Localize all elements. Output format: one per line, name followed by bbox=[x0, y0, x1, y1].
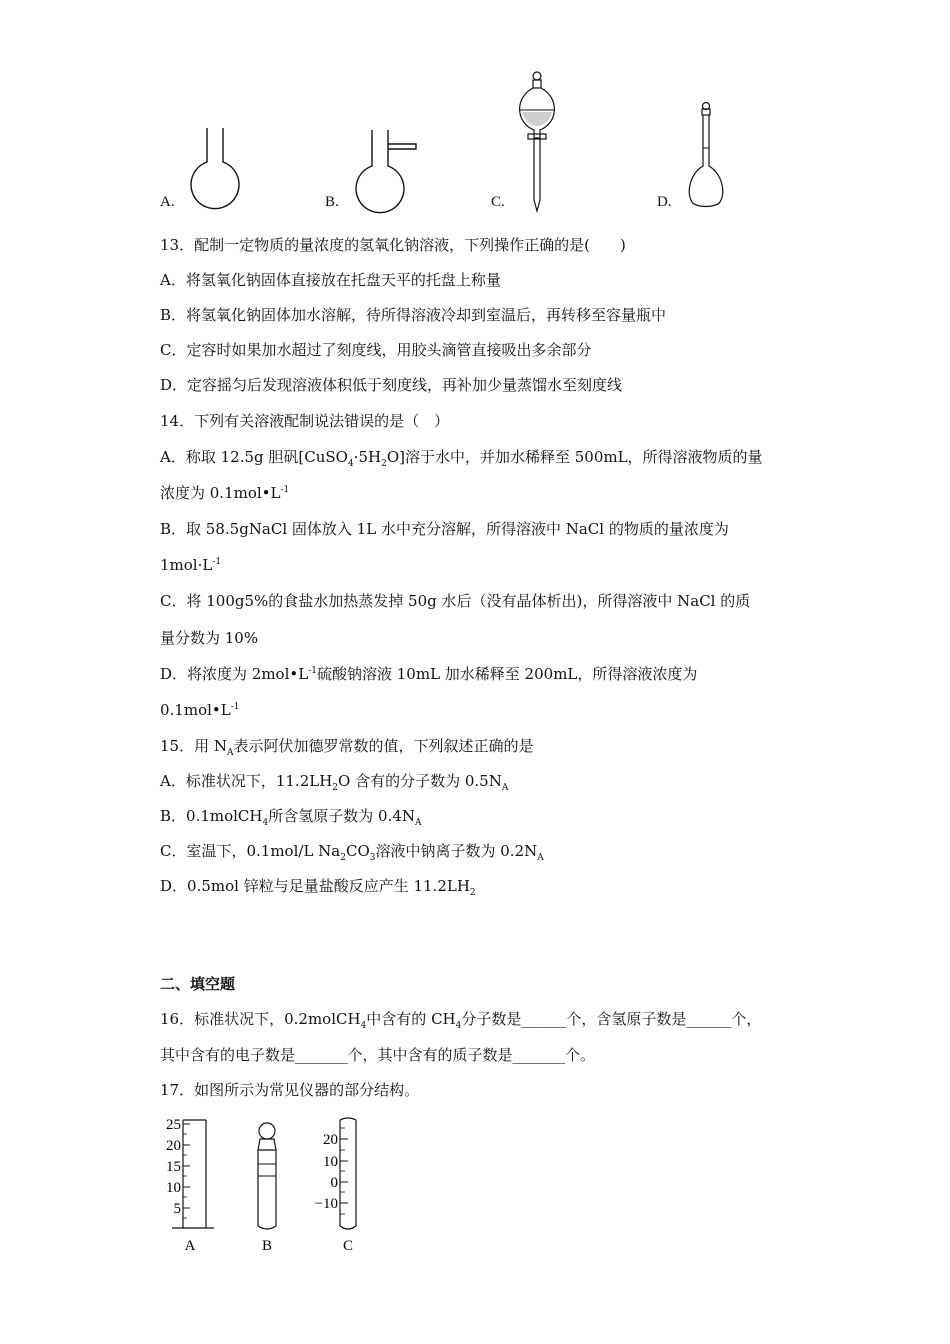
option-a-label: A. bbox=[160, 194, 175, 210]
section-2-title: 二、填空题 bbox=[160, 975, 236, 993]
c-tick-label: 20 bbox=[323, 1132, 338, 1148]
a-tick-label: 20 bbox=[166, 1138, 181, 1154]
round-bottom-flask-icon bbox=[185, 122, 245, 212]
instrument-c-thermometer bbox=[315, 1118, 356, 1254]
q15-option-d: D．0.5mol 锌粒与足量盐酸反应产生 $11.2LH_2$ bbox=[160, 877, 476, 898]
q14-option-b-line1: B．取 58.5gNaCl 固体放入 1L 水中充分溶解，所得溶液中 NaCl 的物质的量浓度为 bbox=[160, 520, 729, 538]
a-tick-label: 25 bbox=[166, 1117, 181, 1133]
instrument-a-graduated-cylinder bbox=[166, 1117, 214, 1254]
q13-option-d: D．定容摇匀后发现溶液体积低于刻度线，再补加少量蒸馏水至刻度线 bbox=[160, 376, 623, 394]
instrument-c-label: C bbox=[342, 1238, 354, 1254]
a-tick-label: 15 bbox=[166, 1159, 181, 1175]
q17-instrument-figure bbox=[150, 1112, 390, 1262]
q15-stem: 15．用 $N_A$表示阿伏加德罗常数的值，下列叙述正确的是 bbox=[160, 737, 534, 758]
q13-stem: 13．配制一定物质的量浓度的氢氧化钠溶液，下列操作正确的是( ) bbox=[160, 236, 626, 254]
option-d-label: D. bbox=[657, 194, 672, 210]
instrument-a-label: A bbox=[184, 1238, 196, 1254]
c-tick-label: 0 bbox=[330, 1175, 338, 1191]
q12-apparatus-row bbox=[0, 62, 950, 222]
q14-option-a-line2: 浓度为 $0.1mol•L^{-1}$ bbox=[160, 484, 290, 502]
q13-option-b: B．将氢氧化钠固体加水溶解，待所得溶液冷却到室温后，再转移至容量瓶中 bbox=[160, 306, 667, 324]
q14-option-b-line2: $1mol\cdot L^{-1}$ bbox=[160, 556, 222, 574]
q13-option-a: A．将氢氧化钠固体直接放在托盘天平的托盘上称量 bbox=[160, 271, 501, 289]
q15-option-c: C．室温下，0.1mol/L $Na_2CO_3$溶液中钠离子数为 $0.2N_A$ bbox=[160, 842, 544, 863]
c-tick-label: −10 bbox=[314, 1196, 338, 1212]
q15-option-b: B．0.1molCH$_4$所含氢原子数为 $0.4N_A$ bbox=[160, 807, 422, 828]
q16-line2: 其中含有的电子数是_______个，其中含有的质子数是_______个。 bbox=[160, 1046, 596, 1064]
instrument-b-label: B bbox=[261, 1238, 273, 1254]
q14-option-d-line1: D．将浓度为 $2mol•L^{-1}$硫酸钠溶液 10mL 加水稀释至 200mL，所得溶液浓度为 bbox=[160, 665, 698, 683]
q14-option-c-line2: 量分数为 10% bbox=[160, 629, 259, 647]
q14-option-d-line2: $0.1mol•L^{-1}$ bbox=[160, 701, 240, 719]
option-c-label: C. bbox=[491, 194, 505, 210]
q16-line1: 16．标准状况下，0.2molCH$_4$中含有的 $CH_4$分子数是______个，含氢原子数是______个， bbox=[160, 1010, 762, 1031]
a-tick-label: 5 bbox=[173, 1201, 181, 1217]
q15-option-a: A．标准状况下，$11.2LH_2O$ 含有的分子数为 $0.5N_A$ bbox=[160, 772, 509, 793]
q14-option-c-line1: C．将 100g5%的食盐水加热蒸发掉 50g 水后（没有晶体析出)，所得溶液中 NaCl 的质 bbox=[160, 592, 751, 610]
a-tick-label: 10 bbox=[166, 1180, 181, 1196]
side-arm-flask-icon bbox=[350, 124, 420, 214]
option-b-label: B. bbox=[325, 194, 339, 210]
q14-stem: 14．下列有关溶液配制说法错误的是（ ） bbox=[160, 412, 450, 430]
volumetric-flask-icon bbox=[682, 100, 732, 215]
q17-stem: 17．如图所示为常见仪器的部分结构。 bbox=[160, 1081, 420, 1099]
q13-option-c: C．定容时如果加水超过了刻度线，用胶头滴管直接吸出多余部分 bbox=[160, 341, 592, 359]
instrument-b-stoppered-tube bbox=[258, 1123, 276, 1254]
q14-option-a-line1: A．称取 12.5g 胆矾$[CuSO_4\cdot 5H_2O]$溶于水中，并加水稀释至 500mL，所得溶液物质的量 bbox=[160, 448, 763, 469]
c-tick-label: 10 bbox=[323, 1154, 338, 1170]
separatory-funnel-icon bbox=[512, 68, 562, 218]
